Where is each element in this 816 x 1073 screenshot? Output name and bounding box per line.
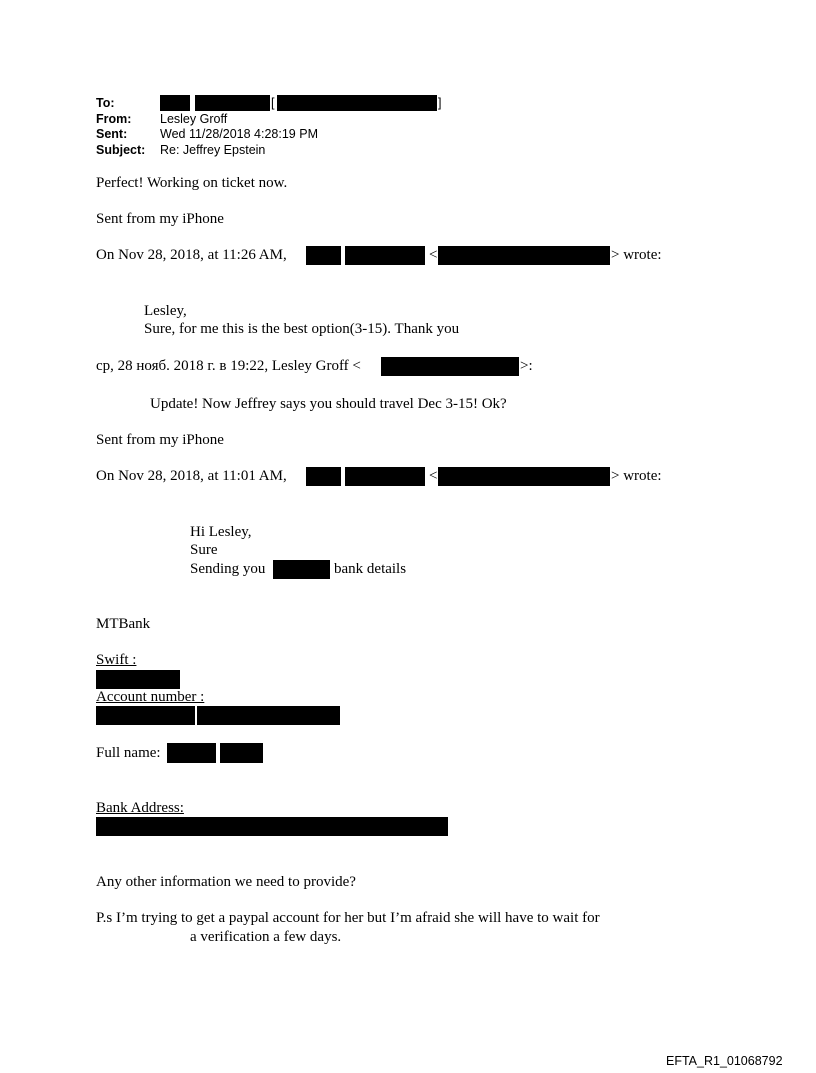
wrote-text: > wrote: (611, 468, 662, 484)
to-label: To: (96, 96, 115, 110)
message-line: Perfect! Working on ticket now. (96, 175, 288, 191)
fullname-label: Full name: (96, 745, 161, 761)
sent-label: Sent: (96, 127, 128, 141)
signature-line: Sent from my iPhone (96, 211, 224, 227)
hi-line: Hi Lesley, (190, 524, 252, 540)
redaction-box (96, 706, 195, 725)
redaction-box (438, 246, 610, 265)
redaction-box (345, 246, 425, 265)
redaction-box (306, 246, 341, 265)
swift-label: Swift : (96, 652, 137, 668)
reply-text: Sure, for me this is the best option(3-15). Thank you (144, 321, 460, 337)
reply-greeting: Lesley, (144, 303, 187, 319)
redaction-box (160, 95, 190, 111)
sending-suffix: bank details (334, 561, 407, 577)
update-line: Update! Now Jeffrey says you should travel Dec 3-15! Ok? (150, 396, 507, 412)
sure-line: Sure (190, 542, 218, 558)
redaction-box (306, 467, 341, 486)
subject-value: Re: Jeffrey Epstein (160, 143, 266, 157)
redaction-box (381, 357, 519, 376)
redaction-box (438, 467, 610, 486)
account-label: Account number : (96, 689, 205, 705)
to-bracket-close: ] (438, 96, 442, 110)
redaction-box (96, 817, 448, 836)
other-info-line: Any other information we need to provide? (96, 874, 356, 890)
redaction-box (277, 95, 437, 111)
quote-header-2: On Nov 28, 2018, at 11:01 AM, (96, 468, 287, 484)
ps-line-2: a verification a few days. (190, 929, 342, 945)
lt-sign: < (429, 247, 438, 263)
from-label: From: (96, 112, 132, 126)
ru-suffix: >: (520, 358, 533, 374)
sending-prefix: Sending you (190, 561, 266, 577)
lt-sign: < (429, 468, 438, 484)
redaction-box (273, 560, 330, 579)
bank-name: MTBank (96, 616, 151, 632)
redaction-box (220, 743, 263, 763)
quote-header-1: On Nov 28, 2018, at 11:26 AM, (96, 247, 287, 263)
bank-address-label: Bank Address: (96, 800, 184, 816)
ps-line-1: P.s I’m trying to get a paypal account for her but I’m afraid she will have to wait for (96, 910, 600, 926)
redaction-box (345, 467, 425, 486)
redaction-box (167, 743, 216, 763)
subject-label: Subject: (96, 143, 146, 157)
redaction-box (197, 706, 340, 725)
redaction-box (96, 670, 180, 689)
redaction-box (195, 95, 270, 111)
to-bracket-open: [ (271, 96, 275, 110)
quote-header-ru: ср, 28 нояб. 2018 г. в 19:22, Lesley Groff < (96, 358, 361, 374)
signature-line: Sent from my iPhone (96, 432, 224, 448)
bates-number: EFTA_R1_01068792 (666, 1054, 783, 1068)
from-value: Lesley Groff (160, 112, 228, 126)
wrote-text: > wrote: (611, 247, 662, 263)
sent-value: Wed 11/28/2018 4:28:19 PM (160, 127, 318, 141)
